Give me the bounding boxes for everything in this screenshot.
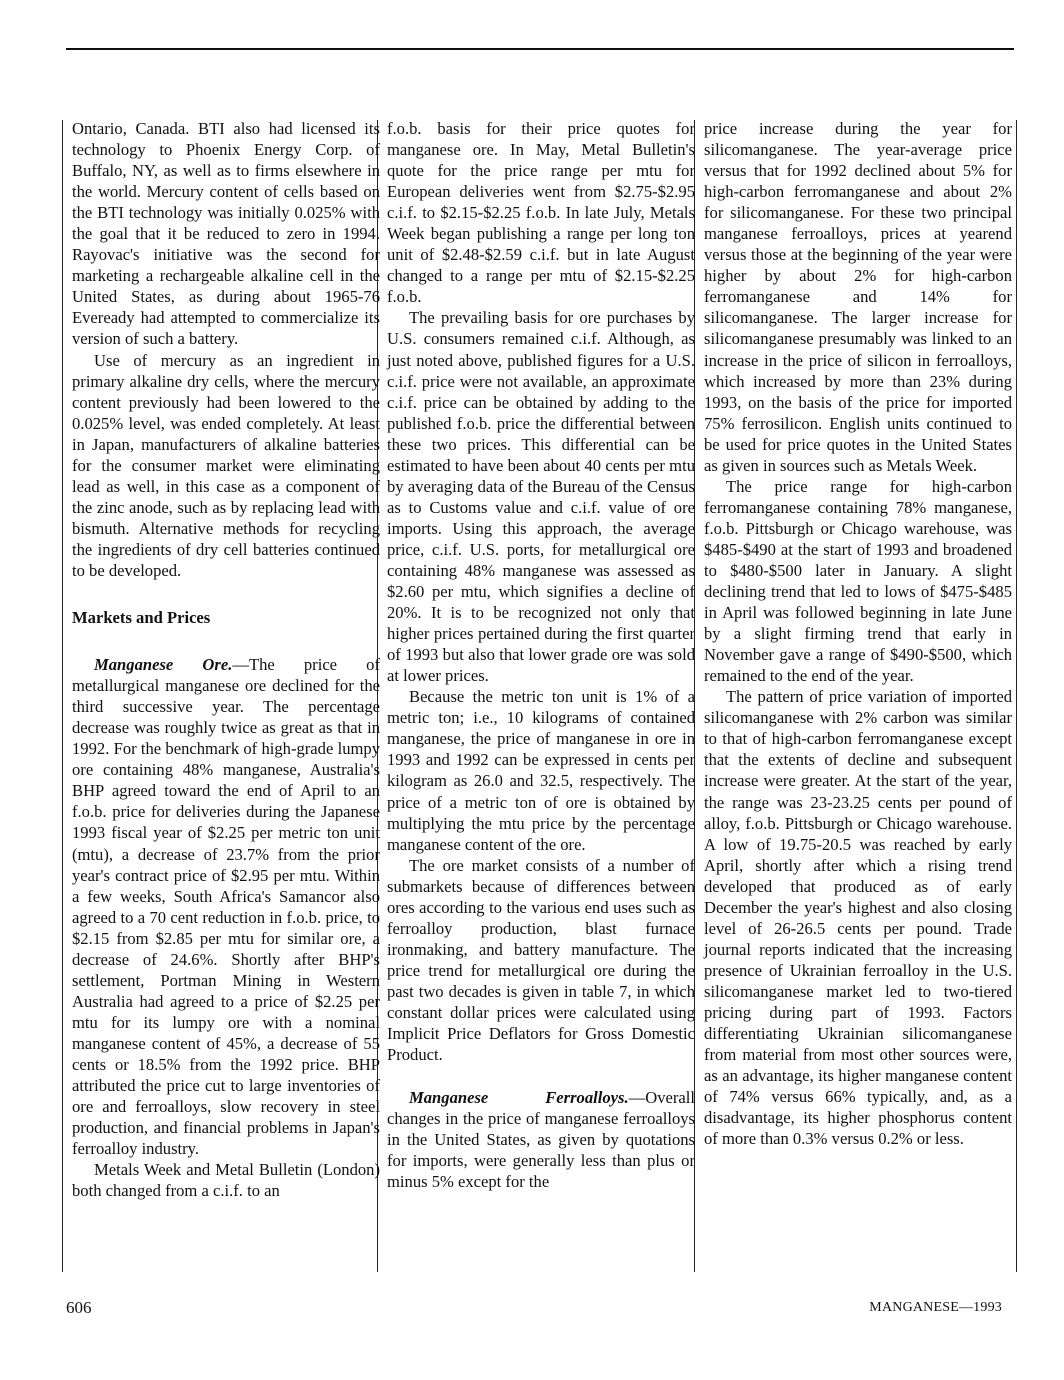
spacer <box>387 1065 695 1087</box>
paragraph: The pattern of price variation of imported silicomanganese with 2% carbon was similar to that of high-carbon ferromanganese except that the extents of decline and subsequent increase were greater. At the start of the year, the range was 23-23.25 cents per pound of alloy, f.o.b. Pittsburgh or Chicago warehouse. A low of 19.75-20.5 was reached by early April, shortly after which a rising trend developed that produced as of early December the year's highest and also closing level of 26-26.5 cents per pound. Trade journal reports indicated that the increasing presence of Ukrainian ferroalloy in the U.S. silicomanganese market led to two-tiered pricing during part of 1993. Factors differentiating Ukrainian silicomanganese from material from most other sources were, as an advantage, its higher manganese content of 74% versus 66% typically, and, as a disadvantage, its higher phosphorus content of more than 0.3% versus 0.2% or less. <box>704 687 1012 1149</box>
column-3 <box>704 118 1012 1274</box>
paragraph: Use of mercury as an ingredient in primary alkaline dry cells, where the mercury content previously had been lowered to the 0.025% level, was ended completely. At least in Japan, manufacturers of alkaline batteries for the consumer market were eliminating lead as well, in this case as a component of the zinc anode, such as by replacing lead with bismuth. Alternative methods for recycling the ingredients of dry cell batteries continued to be developed. <box>72 350 380 580</box>
run-in-heading: Manganese Ore. <box>94 655 233 675</box>
paragraph-manganese-ferroalloys <box>387 1087 695 1192</box>
paragraph: The ore market consists of a number of submarkets because of differences between ores according to the various end uses such as ferroalloy production, blast furnace ironmaking, and battery manufacture. The price trend for metallurgical ore during the past two decades is given in table 7, in which constant dollar prices were calculated using Implicit Price Deflators for Gross Domestic Product. <box>387 855 695 1065</box>
paragraph: Because the metric ton unit is 1% of a metric ton; i.e., 10 kilograms of contained manganese, the price of manganese in ore in 1993 and 1992 can be expressed in cents per kilogram as 26.0 and 32.5, respectively. The price of a metric ton of ore is obtained by multiplying the mtu price by the percentage manganese content of the ore. <box>387 687 695 854</box>
column-rule-right <box>1016 120 1017 1272</box>
paragraph: f.o.b. basis for their price quotes for manganese ore. In May, Metal Bulletin's quote for the price range per mtu for European deliveries went from $2.75-$2.95 c.i.f. to $2.15-$2.25 f.o.b. In late July, Metals Week began publishing a range per long ton unit of $2.48-$2.59 c.i.f. but in late August changed to a range per mtu of $2.15-$2.25 f.o.b. <box>387 119 695 307</box>
paragraph: price increase during the year for silicomanganese. The year-average price versus that for 1992 declined about 5% for high-carbon ferromanganese and about 2% for silicomanganese. For these two principal manganese ferroalloys, prices at yearend versus those at the beginning of the year were higher by about 2% for high-carbon ferromanganese and 14% for silicomanganese. The larger increase for silicomanganese presumably was linked to an increase in the price of silicon in ferroalloys, which increased by more than 23% during 1993, on the basis of the price for imported 75% ferrosilicon. English units continued to be used for price quotes in the United States as given in sources such as Metals Week. <box>704 119 1012 475</box>
top-rule <box>66 48 1014 50</box>
paragraph: Ontario, Canada. BTI also had licensed its technology to Phoenix Energy Corp. of Buffalo, NY, as well as to firms elsewhere in the world. Mercury content of cells based on the BTI technology was initially 0.025% with the goal that it be reduced to zero in 1994. Rayovac's initiative was the second for marketing a rechargeable alkaline cell in the United States, as during about 1965-76 Eveready had attempted to commercialize its version of such a battery. <box>72 119 380 349</box>
paragraph: The price range for high-carbon ferromanganese containing 78% manganese, f.o.b. Pittsburgh or Chicago warehouse, was $485-$490 at the start of 1993 and broadened to $480-$500 later in January. A slight declining trend that led to lows of $475-$485 in April was followed beginning in late June by a slight firming trend that early in November gave a range of $490-$500, which remained to the end of the year. <box>704 476 1012 686</box>
run-in-heading: Manganese Ferroalloys. <box>409 1088 629 1108</box>
column-2 <box>387 118 695 1274</box>
paragraph-text: —The price of metallurgical manganese ore declined for the third successive year. The percentage decrease was roughly twice as great as that in 1992. For the benchmark of high-grade lumpy ore containing 48% manganese, Australia's BHP agreed toward the end of April to an f.o.b. price for deliveries during the Japanese 1993 fiscal year of $2.25 per metric ton unit (mtu), a decrease of 23.7% from the prior year's contract price of $2.95 per mtu. Within a few weeks, South Africa's Samancor also agreed to a 70 cent reduction in f.o.b. price, to $2.15 from $2.85 per mtu for similar ore, a decrease of 24.6%. Shortly after BHP's settlement, Portman Mining in Western Australia had agreed to a price of $2.25 per mtu for its lumpy ore with a nominal manganese content of 45%, a decrease of 55 cents or 18.5% from the 1992 price. BHP attributed the price cut to large inventories of ore and ferroalloys, slow recovery in steel production, and financial problems in Japan's ferroalloy industry. <box>72 655 380 1159</box>
column-1 <box>72 118 380 1274</box>
section-heading: Markets and Prices <box>72 608 211 628</box>
paragraph-manganese-ore <box>72 654 380 1159</box>
paragraph: The prevailing basis for ore purchases by U.S. consumers remained c.i.f. Although, as just noted above, published figures for a U.S. c.i.f. price were not available, an approximate c.i.f. price can be obtained by adding to the published f.o.b. price the differential between these two prices. This differential can be estimated to have been about 40 cents per mtu by averaging data of the Bureau of the Census as to Customs value and c.i.f. value of ore imports. Using this approach, the average price, c.i.f. U.S. ports, for metallurgical ore containing 48% manganese was assessed as $2.60 per mtu, which signifies a decline of 20%. It is to be recognized not only that higher prices pertained during the first quarter of 1993 but also that lower grade ore was sold at lower prices. <box>387 308 695 686</box>
page-number: 606 <box>66 1298 92 1317</box>
column-rule-left <box>62 120 63 1272</box>
running-title: MANGANESE—1993 <box>869 1300 1002 1315</box>
paragraph: Metals Week and Metal Bulletin (London) both changed from a c.i.f. to an <box>72 1160 380 1201</box>
paragraph-text: —Overall changes in the price of manganese ferroalloys in the United States, as given by quotations for imports, were generally less than plus or minus 5% except for the <box>387 1088 695 1192</box>
